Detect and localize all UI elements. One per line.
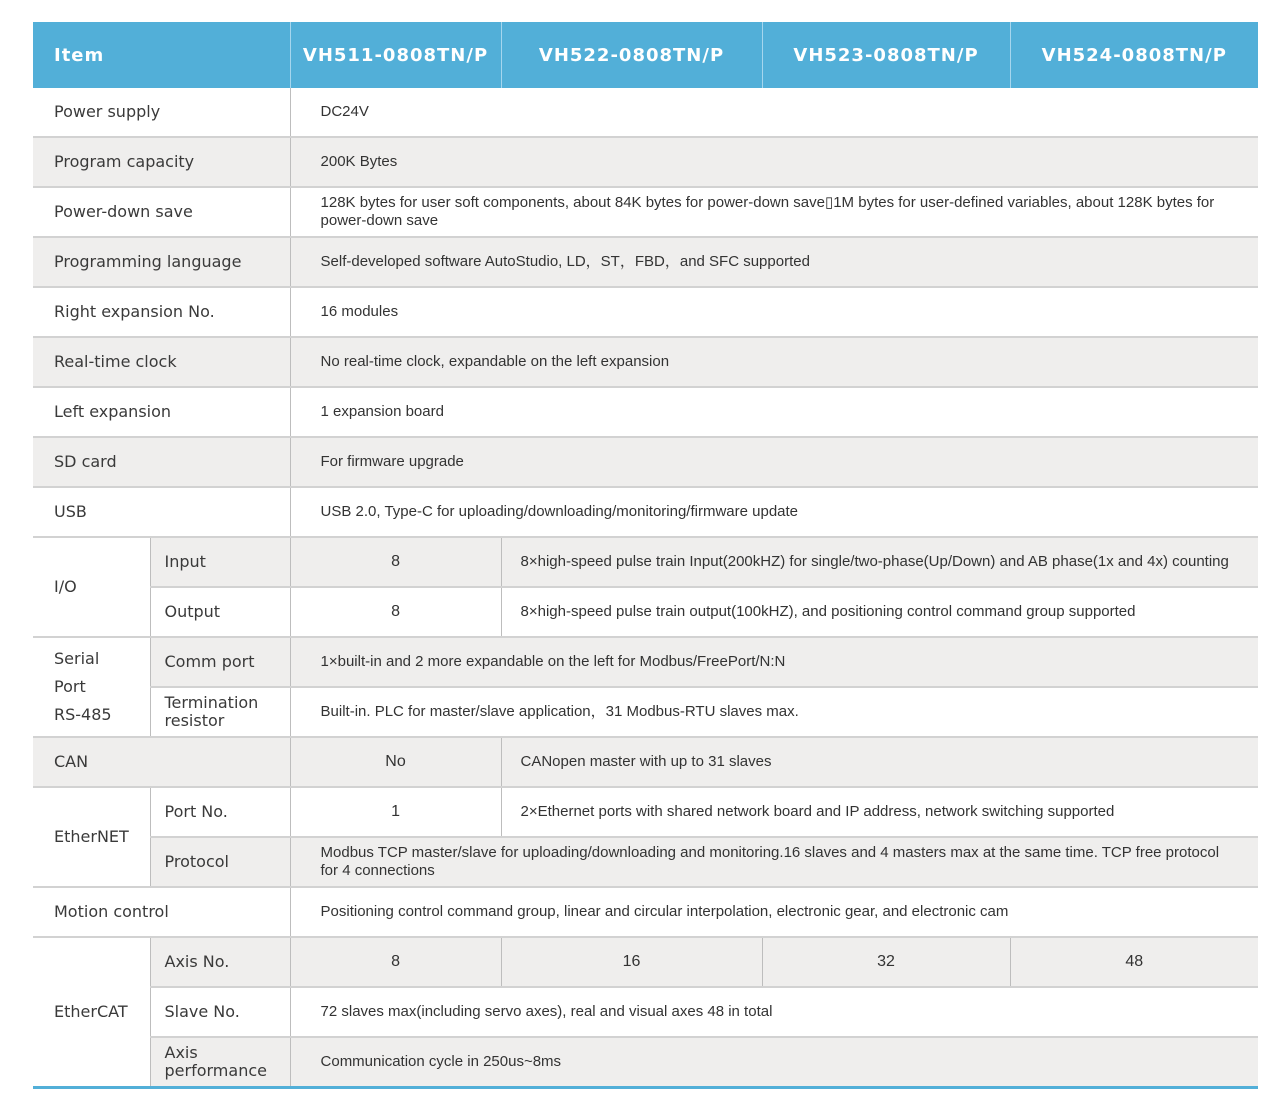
label-serial [33, 637, 150, 737]
row-power-supply [33, 88, 1258, 137]
value-real-time-clock: No real-time clock, expandable on the left expansion [290, 337, 1258, 387]
label-ethernet-port: Port No. [150, 787, 290, 837]
label-ethercat: EtherCAT [33, 937, 150, 1087]
header-model-2: VH522-0808TN/P [501, 22, 762, 88]
label-program-capacity: Program capacity [33, 137, 290, 187]
header-model-1: VH511-0808TN/P [290, 22, 501, 88]
axis-no-model-2: 16 [501, 937, 762, 987]
axis-no-model-1: 8 [290, 937, 501, 987]
value-axis-performance: Communication cycle in 250us~8ms [290, 1037, 1258, 1087]
label-io-output: Output [150, 587, 290, 637]
row-motion-control [33, 887, 1258, 937]
label-power-supply: Power supply [33, 88, 290, 137]
value-right-expansion: 16 modules [290, 287, 1258, 337]
spec-table-container [33, 22, 1258, 1088]
label-termination: Termination resistor [150, 687, 290, 737]
header-model-4: VH524-0808TN/P [1010, 22, 1258, 88]
count-io-input: 8 [290, 537, 501, 587]
row-can [33, 737, 1258, 787]
value-motion-control: Positioning control command group, linear and circular interpolation, electronic gear, and electronic cam [290, 887, 1258, 937]
value-io-output: 8×high-speed pulse train output(100kHZ), and positioning control command group supported [501, 587, 1258, 637]
label-comm-port: Comm port [150, 637, 290, 687]
header-model-3: VH523-0808TN/P [762, 22, 1010, 88]
label-can: CAN [33, 737, 290, 787]
label-right-expansion: Right expansion No. [33, 287, 290, 337]
row-ethernet-protocol [33, 837, 1258, 887]
row-ethercat-performance [33, 1037, 1258, 1087]
label-serial-line-3: RS-485 [54, 705, 112, 724]
label-io-input: Input [150, 537, 290, 587]
count-can: No [290, 737, 501, 787]
label-sd-card: SD card [33, 437, 290, 487]
header-row [33, 22, 1258, 88]
label-axis-no: Axis No. [150, 937, 290, 987]
value-ethernet-protocol: Modbus TCP master/slave for uploading/downloading and monitoring.16 slaves and 4 masters max at the same time. TCP free protocol for 4 connections [290, 837, 1258, 887]
label-axis-performance: Axis performance [150, 1037, 290, 1087]
table-bottom-rule [33, 1086, 1258, 1089]
row-right-expansion [33, 287, 1258, 337]
label-programming-language: Programming language [33, 237, 290, 287]
label-left-expansion: Left expansion [33, 387, 290, 437]
axis-no-model-4: 48 [1010, 937, 1258, 987]
row-usb [33, 487, 1258, 537]
label-usb: USB [33, 487, 290, 537]
count-ethernet-port: 1 [290, 787, 501, 837]
value-sd-card: For firmware upgrade [290, 437, 1258, 487]
value-power-down-save: 128K bytes for user soft components, about 84K bytes for power-down save▯1M bytes for user-defined variables, about 128K bytes for power-down save [290, 187, 1258, 237]
value-ethernet-port: 2×Ethernet ports with shared network board and IP address, network switching supported [501, 787, 1258, 837]
row-io-input [33, 537, 1258, 587]
row-ethercat-slave [33, 987, 1258, 1037]
row-program-capacity [33, 137, 1258, 187]
value-left-expansion: 1 expansion board [290, 387, 1258, 437]
row-programming-language [33, 237, 1258, 287]
row-io-output [33, 587, 1258, 637]
label-slave-no: Slave No. [150, 987, 290, 1037]
axis-no-model-3: 32 [762, 937, 1010, 987]
row-serial-termination [33, 687, 1258, 737]
row-ethercat-axis [33, 937, 1258, 987]
value-can: CANopen master with up to 31 slaves [501, 737, 1258, 787]
value-programming-language: Self-developed software AutoStudio, LD，ST，FBD，and SFC supported [290, 237, 1258, 287]
value-usb: USB 2.0, Type-C for uploading/downloading/monitoring/firmware update [290, 487, 1258, 537]
label-serial-line-1: Serial [54, 649, 100, 668]
row-sd-card [33, 437, 1258, 487]
label-motion-control: Motion control [33, 887, 290, 937]
value-program-capacity: 200K Bytes [290, 137, 1258, 187]
row-left-expansion [33, 387, 1258, 437]
spec-table [33, 22, 1258, 1088]
row-power-down-save [33, 187, 1258, 237]
row-serial-comm-port [33, 637, 1258, 687]
label-ethernet-protocol: Protocol [150, 837, 290, 887]
label-io: I/O [33, 537, 150, 637]
value-comm-port: 1×built-in and 2 more expandable on the left for Modbus/FreePort/N:N [290, 637, 1258, 687]
value-io-input: 8×high-speed pulse train Input(200kHZ) for single/two-phase(Up/Down) and AB phase(1x and 4x) counting [501, 537, 1258, 587]
row-real-time-clock [33, 337, 1258, 387]
value-power-supply: DC24V [290, 88, 1258, 137]
row-ethernet-port [33, 787, 1258, 837]
value-termination: Built-in. PLC for master/slave application，31 Modbus-RTU slaves max. [290, 687, 1258, 737]
label-real-time-clock: Real-time clock [33, 337, 290, 387]
label-serial-line-2: Port [54, 677, 86, 696]
header-item: Item [33, 22, 290, 88]
label-power-down-save: Power-down save [33, 187, 290, 237]
count-io-output: 8 [290, 587, 501, 637]
value-slave-no: 72 slaves max(including servo axes), real and visual axes 48 in total [290, 987, 1258, 1037]
label-ethernet: EtherNET [33, 787, 150, 887]
